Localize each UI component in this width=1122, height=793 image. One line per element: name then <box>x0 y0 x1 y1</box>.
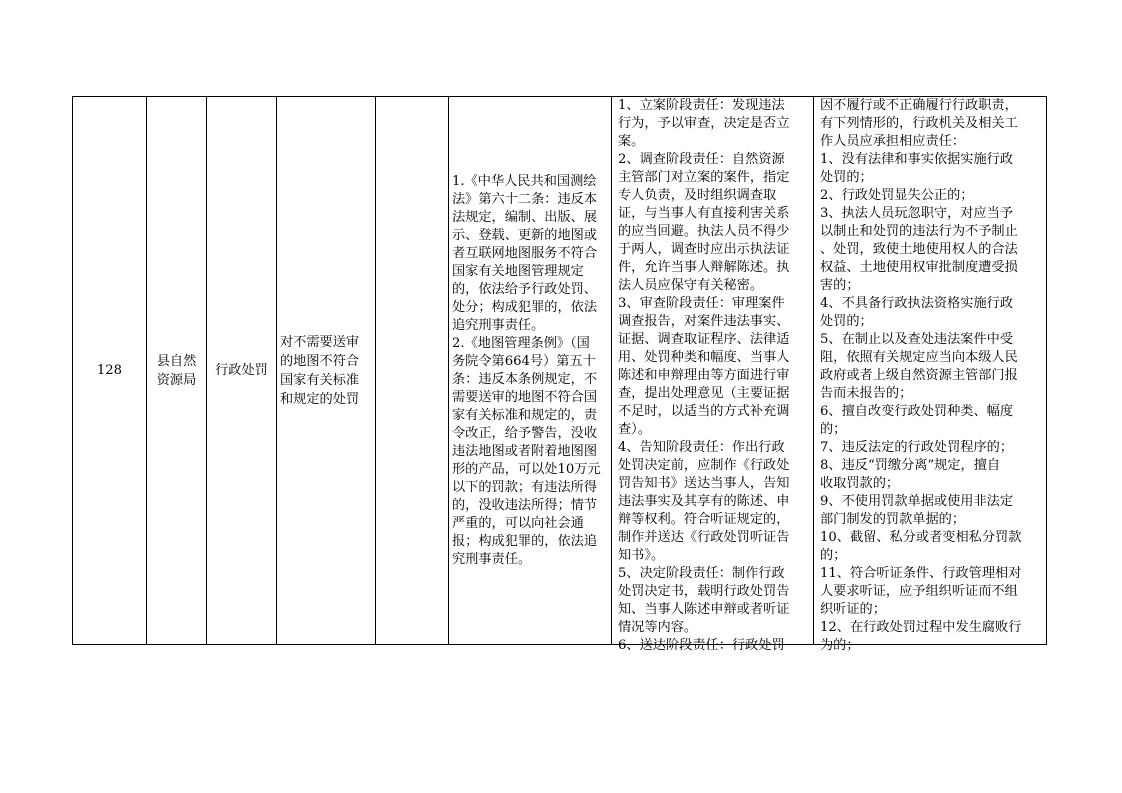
item-name-line: 国家有关标准 <box>280 372 360 388</box>
department-line: 县自然 <box>156 353 197 369</box>
responsibility-line: 不足时，以适当的方式补充调 <box>618 404 790 419</box>
responsibility-line: 陈述和申辩理由等方面进行审 <box>618 368 790 383</box>
responsibility-line: 违法事实及其享有的陈述、申 <box>618 494 790 509</box>
responsibility-line: 知书》。 <box>618 548 665 563</box>
responsibility-line: 4、告知阶段责任：作出行政 <box>618 440 785 455</box>
accountability-line: 6、擅自改变行政处罚种类、幅度 <box>820 404 1014 419</box>
responsibility-line: 于两人，调查时应出示执法证 <box>618 242 790 257</box>
legal-basis-text <box>452 173 608 569</box>
responsibility-line: 件，允许当事人辩解陈述。执 <box>618 260 790 275</box>
legal-basis-line: 1.《中华人民共和国测绘 <box>452 173 597 189</box>
sub-item-cell <box>376 97 449 645</box>
accountability-line: 人要求听证，应予组织听证而不组 <box>820 584 1018 599</box>
accountability-line: 9、不使用罚款单据或使用非法定 <box>820 494 1014 509</box>
accountability-line: 作人员应承担相应责任： <box>820 134 966 149</box>
accountability-text <box>817 97 1043 653</box>
responsibility-line: 知、当事人陈述申辩或者听证 <box>618 602 790 617</box>
accountability-line: 有下列情形的，行政机关及相关工 <box>820 116 1018 131</box>
legal-basis-line: 家有关标准和规定的，责 <box>452 407 598 423</box>
accountability-line: 7、违反法定的行政处罚程序的； <box>820 440 1014 455</box>
accountability-cell <box>814 97 1047 653</box>
responsibility-line: 行为，予以审查，决定是否立 <box>618 116 790 131</box>
legal-basis-line: 需要送审的地图不符合国 <box>452 389 598 405</box>
accountability-line: 12、在行政处罚过程中发生腐败行 <box>820 620 1022 635</box>
responsibility-line: 案。 <box>618 134 645 149</box>
accountability-line: 的； <box>820 422 847 437</box>
responsibility-line: 法人员应保守有关秘密。 <box>618 278 764 293</box>
legal-basis-line: 追究刑事责任。 <box>452 317 545 333</box>
responsibility-line: 主管部门对立案的案件，指定 <box>618 170 790 185</box>
department-line: 资源局 <box>156 372 197 388</box>
accountability-line: 为的； <box>820 638 860 653</box>
responsibility-line: 处罚决定书，载明行政处罚告 <box>618 584 790 599</box>
accountability-line: 处罚的； <box>820 170 873 185</box>
responsibility-line: 1、立案阶段责任：发现违法 <box>618 98 785 113</box>
legal-basis-cell <box>449 97 612 645</box>
item-name-line: 的地图不符合 <box>280 353 360 369</box>
responsibility-line: 3、审查阶段责任：审理案件 <box>618 296 785 311</box>
responsibility-line: 处罚决定前，应制作《行政处 <box>618 458 790 473</box>
legal-basis-line: 条：违反本条例规定，不 <box>452 371 598 387</box>
legal-basis-line: 的，依法给予行政处罚、 <box>452 281 598 297</box>
accountability-line: 部门制发的罚款单据的； <box>820 512 966 527</box>
legal-basis-line: 处分；构成犯罪的，依法 <box>452 299 598 315</box>
accountability-line: 权益、土地使用权审批制度遭受损 <box>820 260 1018 275</box>
accountability-line: 害的； <box>820 278 860 293</box>
responsibility-table <box>72 96 1047 653</box>
responsibility-line: 证据、调查取证程序、法律适 <box>618 332 790 347</box>
department-cell <box>147 97 207 645</box>
accountability-line: 告而未报告的； <box>820 386 913 401</box>
legal-basis-line: 形的产品，可以处10万元 <box>452 461 601 477</box>
accountability-line: 收取罚款的； <box>820 476 900 491</box>
responsibility-line: 的应当回避。执法人员不得少 <box>618 224 790 239</box>
legal-basis-line: 2.《地图管理条例》（国 <box>452 335 590 351</box>
legal-basis-line: 以下的罚款；有违法所得 <box>452 479 598 495</box>
category-text: 行政处罚 <box>215 363 268 378</box>
responsibility-line: 情况等内容。 <box>618 620 698 635</box>
responsibility-line: 调查报告，对案件违法事实、 <box>618 314 790 329</box>
responsibility-line: 证，与当事人有直接利害关系 <box>618 206 790 221</box>
legal-basis-line: 示、登载、更新的地图或 <box>452 227 598 243</box>
item-name-line: 对不需要送审 <box>280 334 360 350</box>
category-cell <box>207 97 277 645</box>
responsibility-cell <box>612 97 814 653</box>
accountability-line: 因不履行或不正确履行行政职责， <box>820 98 1018 113</box>
legal-basis-line: 严重的，可以向社会通 <box>452 515 584 531</box>
legal-basis-line: 违法地图或者附着地图图 <box>452 443 598 459</box>
item-name-cell <box>277 97 376 645</box>
legal-basis-line: 国家有关地图管理规定 <box>452 263 584 279</box>
legal-basis-line: 令改正，给予警告，没收 <box>452 425 598 441</box>
accountability-line: 织听证的； <box>820 602 886 617</box>
responsibility-line: 查）。 <box>618 422 651 437</box>
legal-basis-line: 报；构成犯罪的，依法追 <box>452 533 598 549</box>
accountability-line: 处罚的； <box>820 314 873 329</box>
accountability-line: 阻，依照有关规定应当向本级人民 <box>820 350 1018 365</box>
responsibility-line: 5、决定阶段责任：制作行政 <box>618 566 785 581</box>
accountability-line: 5、在制止以及查处违法案件中受 <box>820 332 1014 347</box>
responsibility-text <box>615 97 810 653</box>
accountability-line: 2、行政处罚显失公正的； <box>820 188 974 203</box>
responsibility-line: 制作并送达《行政处罚听证告 <box>618 530 790 545</box>
responsibility-line: 罚告知书》送达当事人，告知 <box>618 476 790 491</box>
accountability-line: 以制止和处罚的违法行为不予制止 <box>820 224 1018 239</box>
accountability-line: 3、执法人员玩忽职守，对应当予 <box>820 206 1014 221</box>
responsibility-line: 用、处罚种类和幅度、当事人 <box>618 350 790 365</box>
row-number: 128 <box>96 363 123 378</box>
responsibility-line: 专人负责，及时组织调查取 <box>618 188 777 203</box>
accountability-line: 4、不具备行政执法资格实施行政 <box>820 296 1014 311</box>
accountability-line: 1、没有法律和事实依据实施行政 <box>820 152 1014 167</box>
legal-basis-line: 法规定，编制、出版、展 <box>452 209 598 225</box>
responsibility-line: 6、送达阶段责任：行政处罚 <box>618 638 785 653</box>
legal-basis-line: 者互联网地图服务不符合 <box>452 245 598 261</box>
legal-basis-line: 的，没收违法所得；情节 <box>452 497 598 513</box>
accountability-line: 、处罚，致使土地使用权人的合法 <box>820 242 1018 257</box>
responsibility-line: 2、调查阶段责任：自然资源 <box>618 152 785 167</box>
responsibility-line: 查，提出处理意见（主要证据 <box>618 386 790 401</box>
accountability-line: 的； <box>820 548 847 563</box>
accountability-line: 10、截留、私分或者变相私分罚款 <box>820 530 1022 545</box>
row-number-cell <box>73 97 147 645</box>
accountability-line: 8、违反“罚缴分离”规定，擅自 <box>820 458 1001 473</box>
legal-basis-line: 究刑事责任。 <box>452 551 532 567</box>
item-name-line: 和规定的处罚 <box>280 391 360 407</box>
accountability-line: 政府或者上级自然资源主管部门报 <box>820 368 1018 383</box>
legal-basis-line: 法》第六十二条：违反本 <box>452 191 598 207</box>
accountability-line: 11、符合听证条件、行政管理相对 <box>820 566 1022 581</box>
responsibility-line: 辩等权利。符合听证规定的， <box>618 512 790 527</box>
table-row <box>73 97 1047 645</box>
legal-basis-line: 务院令第664号）第五十 <box>452 353 596 369</box>
